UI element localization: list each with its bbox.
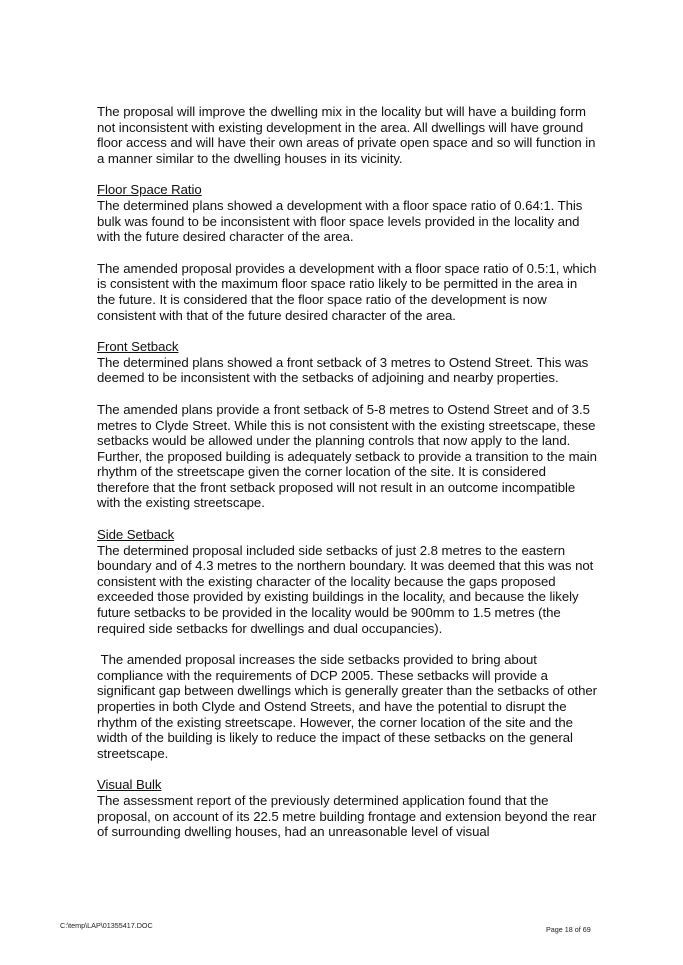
section-front-setback [97,339,597,511]
section-heading: Floor Space Ratio [97,182,202,198]
footer-file-path: C:\temp\LAP\01355417.DOC [60,921,153,930]
section-paragraph: The amended proposal provides a development with a floor space ratio of 0.5:1, which is consistent with the maximum floor space ratio likely to be permitted in the area in the future. It is considered that the floor space ratio of the development is now consistent with that of the future desired character of the area. [97,260,597,323]
intro-paragraph: The proposal will improve the dwelling mix in the locality but will have a building form not inconsistent with existing development in the area. All dwellings will have ground floor access and will have their own areas of private open space and so will function in a manner similar to the dwelling houses in its vicinity. [97,104,596,166]
section-heading: Visual Bulk [97,777,162,793]
footer-page-number: Page 18 of 69 [546,925,591,934]
section-side-setback [97,527,601,761]
section-visual-bulk [97,777,597,839]
section-paragraph: The determined plans showed a development with a floor space ratio of 0.64:1. This bulk was found to be inconsistent with floor space levels provided in the locality and with the future desired character of the area. [97,197,583,245]
section-paragraph: The determined proposal included side setbacks of just 2.8 metres to the eastern boundary and of 4.3 metres to the northern boundary. It was deemed that this was not consistent with the existing character of the locality because the gaps proposed exceeded those provided by existing buildings in the locality, and because the likely future setbacks to be provided in the locality would be 900mm to 1.5 metres (the required side setbacks for dwellings and dual occupancies). [97,542,594,636]
section-paragraph: The assessment report of the previously determined application found that the proposal, on account of its 22.5 metre building frontage and extension beyond the rear of surrounding dwelling houses, had an unreasonable level of visual [97,792,597,840]
section-paragraph: The determined plans showed a front setback of 3 metres to Ostend Street. This was deemed to be inconsistent with the setbacks of adjoining and nearby properties. [97,354,589,386]
section-heading: Front Setback [97,339,179,355]
section-floor-space-ratio [97,182,597,323]
section-paragraph: The amended plans provide a front setback of 5-8 metres to Ostend Street and of 3.5 metres to Clyde Street. While this is not consistent with the existing streetscape, these setbacks would be allowed under the planning controls that now apply to the land. Further, the proposed building is adequately setback to provide a transition to the main rhythm of the streetscape given the corner location of the site. It is considered therefore that the front setback proposed will not result in an outcome incompatible with the existing streetscape. [97,401,597,511]
section-paragraph: The amended proposal increases the side setbacks provided to bring about compliance with the requirements of DCP 2005. These setbacks will provide a significant gap between dwellings which is generally greater than the setbacks of other properties in both Clyde and Ostend Streets, and have the potential to disrupt the rhythm of the existing streetscape. However, the corner location of the site and the width of the building is likely to reduce the impact of these setbacks on the general streetscape. [97,652,601,761]
document-body [97,104,601,856]
section-heading: Side Setback [97,527,175,543]
